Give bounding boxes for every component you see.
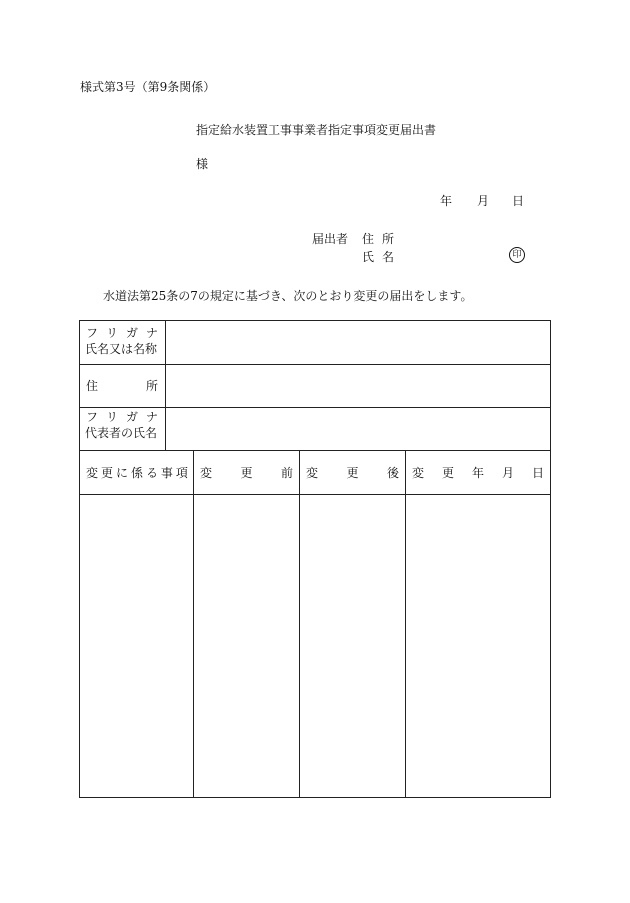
header-char: 年 bbox=[471, 466, 484, 480]
furigana-char: リ bbox=[105, 326, 118, 340]
header-char: 変 bbox=[412, 466, 425, 480]
header-after-change bbox=[306, 465, 399, 481]
header-char: る bbox=[145, 466, 158, 480]
seal-mark: 印 bbox=[509, 247, 525, 263]
header-before-change bbox=[200, 465, 293, 481]
furigana-label bbox=[86, 409, 158, 425]
address-field[interactable] bbox=[167, 365, 550, 406]
header-char: 係 bbox=[130, 466, 143, 480]
header-char: 事 bbox=[160, 466, 173, 480]
addressee-suffix: 様 bbox=[196, 157, 209, 171]
address-char: 所 bbox=[381, 232, 394, 246]
header-char: 日 bbox=[531, 466, 544, 480]
change-notification-table bbox=[79, 320, 551, 798]
furigana-char: ナ bbox=[145, 326, 158, 340]
representative-name-label: 代表者の氏名 bbox=[85, 426, 158, 440]
header-change-item bbox=[86, 465, 188, 481]
name-char: 氏 bbox=[362, 250, 375, 264]
name-char: 名 bbox=[381, 250, 394, 264]
table-col-divider bbox=[165, 321, 166, 451]
header-char: 変 bbox=[200, 466, 213, 480]
header-char: 更 bbox=[346, 466, 359, 480]
header-char: 更 bbox=[441, 466, 454, 480]
header-char: に bbox=[115, 466, 128, 480]
header-char: 後 bbox=[386, 466, 399, 480]
furigana-label bbox=[86, 325, 158, 341]
applicant-address-label bbox=[362, 232, 394, 246]
header-char: 変 bbox=[86, 466, 99, 480]
header-change-date bbox=[412, 465, 544, 481]
furigana-char: ガ bbox=[125, 410, 138, 424]
change-item-entry[interactable] bbox=[81, 495, 192, 797]
applicant-label: 届出者 bbox=[312, 232, 349, 246]
table-row-divider bbox=[80, 450, 550, 451]
form-number: 様式第3号（第9条関係） bbox=[80, 80, 216, 94]
furigana-char: ガ bbox=[125, 326, 138, 340]
name-or-title-label: 氏名又は名称 bbox=[85, 342, 158, 356]
name-or-title-field[interactable] bbox=[167, 322, 550, 363]
address-char: 住 bbox=[86, 379, 99, 393]
header-char: 更 bbox=[100, 466, 113, 480]
representative-name-field[interactable] bbox=[167, 408, 550, 449]
address-row-label bbox=[86, 378, 158, 394]
furigana-char: ナ bbox=[145, 410, 158, 424]
furigana-char: フ bbox=[86, 326, 99, 340]
header-char: 項 bbox=[175, 466, 188, 480]
applicant-name-label bbox=[362, 250, 394, 264]
furigana-char: フ bbox=[86, 410, 99, 424]
furigana-char: リ bbox=[105, 410, 118, 424]
change-date-entry[interactable] bbox=[406, 495, 550, 797]
date-month-label: 月 bbox=[477, 194, 490, 208]
date-day-label: 日 bbox=[512, 194, 525, 208]
body-statement: 水道法第25条の7の規定に基づき、次のとおり変更の届出をします。 bbox=[103, 289, 473, 303]
document-title: 指定給水装置工事事業者指定事項変更届出書 bbox=[196, 123, 437, 137]
before-change-entry[interactable] bbox=[194, 495, 298, 797]
header-char: 変 bbox=[306, 466, 319, 480]
header-char: 更 bbox=[240, 466, 253, 480]
address-char: 所 bbox=[145, 379, 158, 393]
after-change-entry[interactable] bbox=[300, 495, 404, 797]
header-char: 前 bbox=[280, 466, 293, 480]
date-year-label: 年 bbox=[440, 194, 453, 208]
header-char: 月 bbox=[501, 466, 514, 480]
address-char: 住 bbox=[362, 232, 375, 246]
